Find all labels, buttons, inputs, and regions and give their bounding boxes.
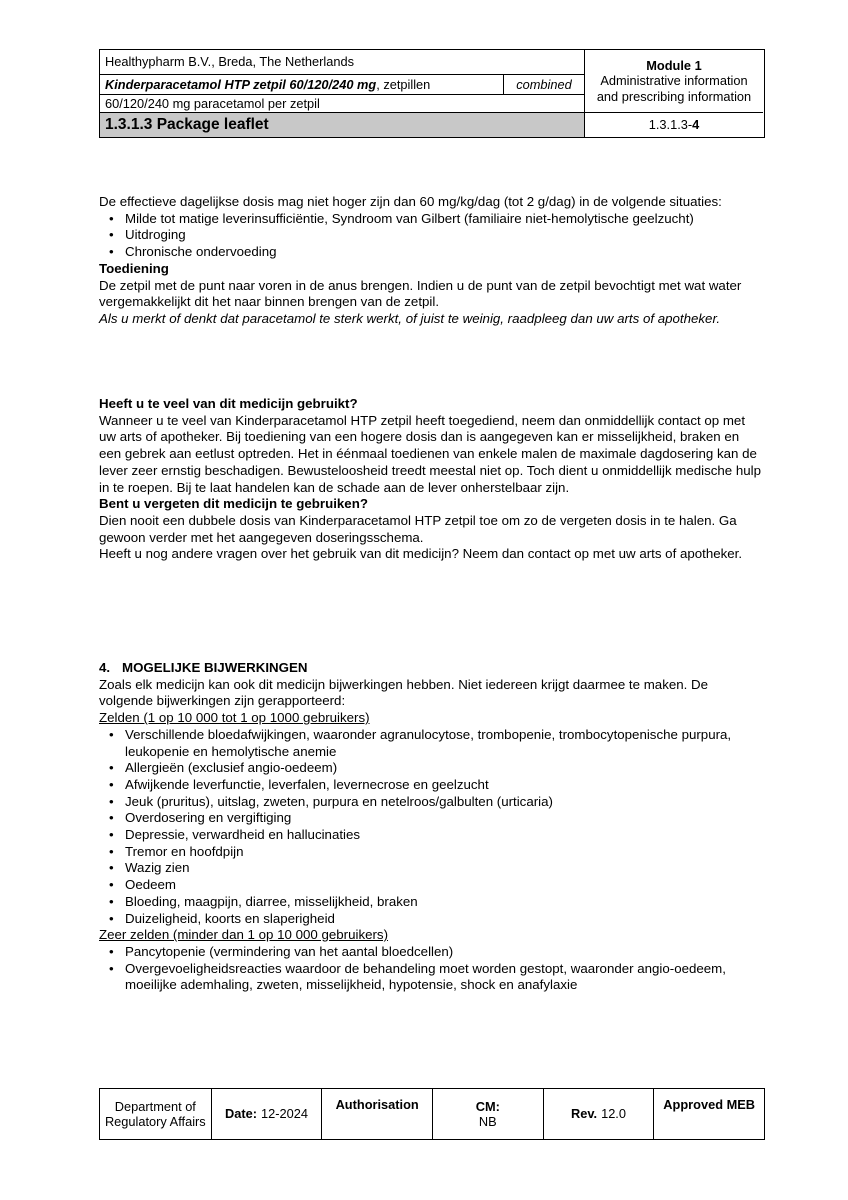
list-item: • Jeuk (pruritus), uitslag, zweten, purpura en netelroos/galbulten (urticaria) [99, 794, 765, 811]
rev-value: 12.0 [601, 1106, 626, 1122]
paragraph-forgotten: Dien nooit een dubbele dosis van Kinderparacetamol HTP zetpil toe om zo de vergeten dosis in te halen. Ga gewoon verder met het aangegeven doseringsschema. [99, 512, 737, 545]
heading-overdose: Heeft u te veel van dit medicijn gebruikt? [99, 396, 358, 411]
list-item: • Duizeligheid, koorts en slaperigheid [99, 911, 765, 928]
footer-date-cell [211, 1089, 322, 1139]
list-item: • Overdosering en vergiftiging [99, 810, 765, 827]
module-info-line: Administrative information [600, 73, 748, 89]
section-title: 1.3.1.3 Package leaflet [100, 113, 584, 137]
list-item: • Uitdroging [99, 227, 765, 244]
list-item: • Depressie, verwardheid en hallucinaties [99, 827, 765, 844]
module-info-line: and prescribing information [596, 88, 752, 104]
footer-approved-cell: Approved MEB [653, 1089, 764, 1139]
paragraph-overdose: Wanneer u te veel van Kinderparacetamol HTP zetpil heeft toegediend, neem dan onmiddellijk contact op met uw arts of apotheker. Bij toediening van een hogere dosis dan is aangegeven kan er misselijkheid, braken en een gebrek aan eetlust optreden. Het in éénmaal toedienen van enkele malen de maximale dagdosering kan de lever zeer ernstig beschadigen. Bewusteloosheid treedt meestal niet op. Toch dient u onmiddellijk medische hulp in te roepen. Bij te laat handelen kan de schade aan de lever onherstelbaar zijn. [99, 412, 762, 495]
cm-value: NB [478, 1114, 497, 1129]
company-name: Healthypharm B.V., Breda, The Netherlands [100, 50, 584, 75]
date-value: 12-2024 [261, 1106, 308, 1122]
paragraph-side-effects-intro: Zoals elk medicijn kan ook dit medicijn bijwerkingen hebben. Niet iedereen krijgt daarmee te maken. De volgende bijwerkingen zijn gerapporteerd: [99, 676, 709, 709]
section-code [584, 113, 763, 137]
heading-zeer-zelden: Zeer zelden (minder dan 1 op 10 000 gebruikers) [99, 927, 389, 943]
list-item: • Milde tot matige leverinsufficiëntie, Syndroom van Gilbert (familiaire niet-hemolytische geelzucht) [99, 211, 765, 228]
footer-cm-cell [432, 1089, 543, 1139]
zeer-zelden-list [99, 944, 765, 994]
body-section-side-effects [99, 660, 765, 994]
zelden-list [99, 727, 765, 927]
document-footer-table [99, 1088, 765, 1140]
paragraph-intro: De effectieve dagelijkse dosis mag niet hoger zijn dan 60 mg/kg/dag (tot 2 g/dag) in de volgende situaties: [99, 194, 722, 209]
date-label: Date: [225, 1106, 257, 1122]
list-item: • Bloeding, maagpijn, diarree, misselijkheid, braken [99, 894, 765, 911]
module-title: Module 1 [646, 58, 702, 74]
section-code-prefix: 1.3.1.3- [648, 117, 693, 133]
section-4-number: 4. [99, 660, 111, 675]
strength-line: 60/120/240 mg paracetamol per zetpil [100, 95, 584, 113]
list-item: • Tremor en hoofdpijn [99, 844, 765, 861]
paragraph-italic-note: Als u merkt of denkt dat paracetamol te sterk werkt, of juist te weinig, raadpleeg dan uw arts of apotheker. [99, 310, 721, 326]
list-item: • Pancytopenie (vermindering van het aantal bloedcellen) [99, 944, 765, 961]
paragraph-toediening: De zetpil met de punt naar voren in de anus brengen. Indien u de punt van de zetpil bevochtigt met wat water vergemakkelijkt dit het naar binnen brengen van de zetpil. [99, 277, 742, 310]
footer-department-cell: Department of Regulatory Affairs [104, 1098, 206, 1129]
cm-label: CM: [475, 1098, 500, 1114]
combined-label: combined [503, 75, 584, 95]
product-name-cell [100, 75, 503, 95]
heading-toediening: Toediening [99, 260, 169, 276]
product-suffix: , zetpillen [376, 76, 431, 92]
list-item: • Wazig zien [99, 860, 765, 877]
section-code-page: 4 [692, 117, 700, 133]
list-item: • Oedeem [99, 877, 765, 894]
list-item: • Verschillende bloedafwijkingen, waaronder agranulocytose, trombopenie, trombocytopenische purpura, leukopenie en hemolytische anemie [99, 727, 765, 760]
list-item: • Chronische ondervoeding [99, 244, 765, 261]
list-item: • Afwijkende leverfunctie, leverfalen, levernecrose en geelzucht [99, 777, 765, 794]
module-info-cell [584, 50, 763, 113]
heading-forgotten: Bent u vergeten dit medicijn te gebruiken? [99, 496, 368, 512]
rev-label: Rev. [570, 1106, 598, 1122]
list-item: • Overgevoeligheidsreacties waardoor de behandeling moet worden gestopt, waaronder angio-oedeem, moeilijke ademhaling, zweten, misselijkheid, hypotensie, shock en anafylaxie [99, 961, 765, 994]
section-4-title: MOGELIJKE BIJWERKINGEN [122, 660, 308, 675]
product-name: Kinderparacetamol HTP zetpil 60/120/240 mg [105, 76, 377, 92]
list-item: • Allergieën (exclusief angio-oedeem) [99, 760, 765, 777]
heading-zelden: Zelden (1 op 10 000 tot 1 op 1000 gebruikers) [99, 710, 370, 726]
document-header-table [99, 49, 765, 138]
heading-section-4 [99, 660, 765, 677]
situations-list [99, 211, 765, 261]
footer-rev-cell [543, 1089, 654, 1139]
footer-authorisation-cell: Authorisation [321, 1089, 432, 1139]
body-section-overdose [99, 396, 765, 563]
paragraph-questions: Heeft u nog andere vragen over het gebruik van dit medicijn? Neem dan contact op met uw arts of apotheker. [99, 546, 743, 562]
body-section-dosage [99, 194, 765, 328]
